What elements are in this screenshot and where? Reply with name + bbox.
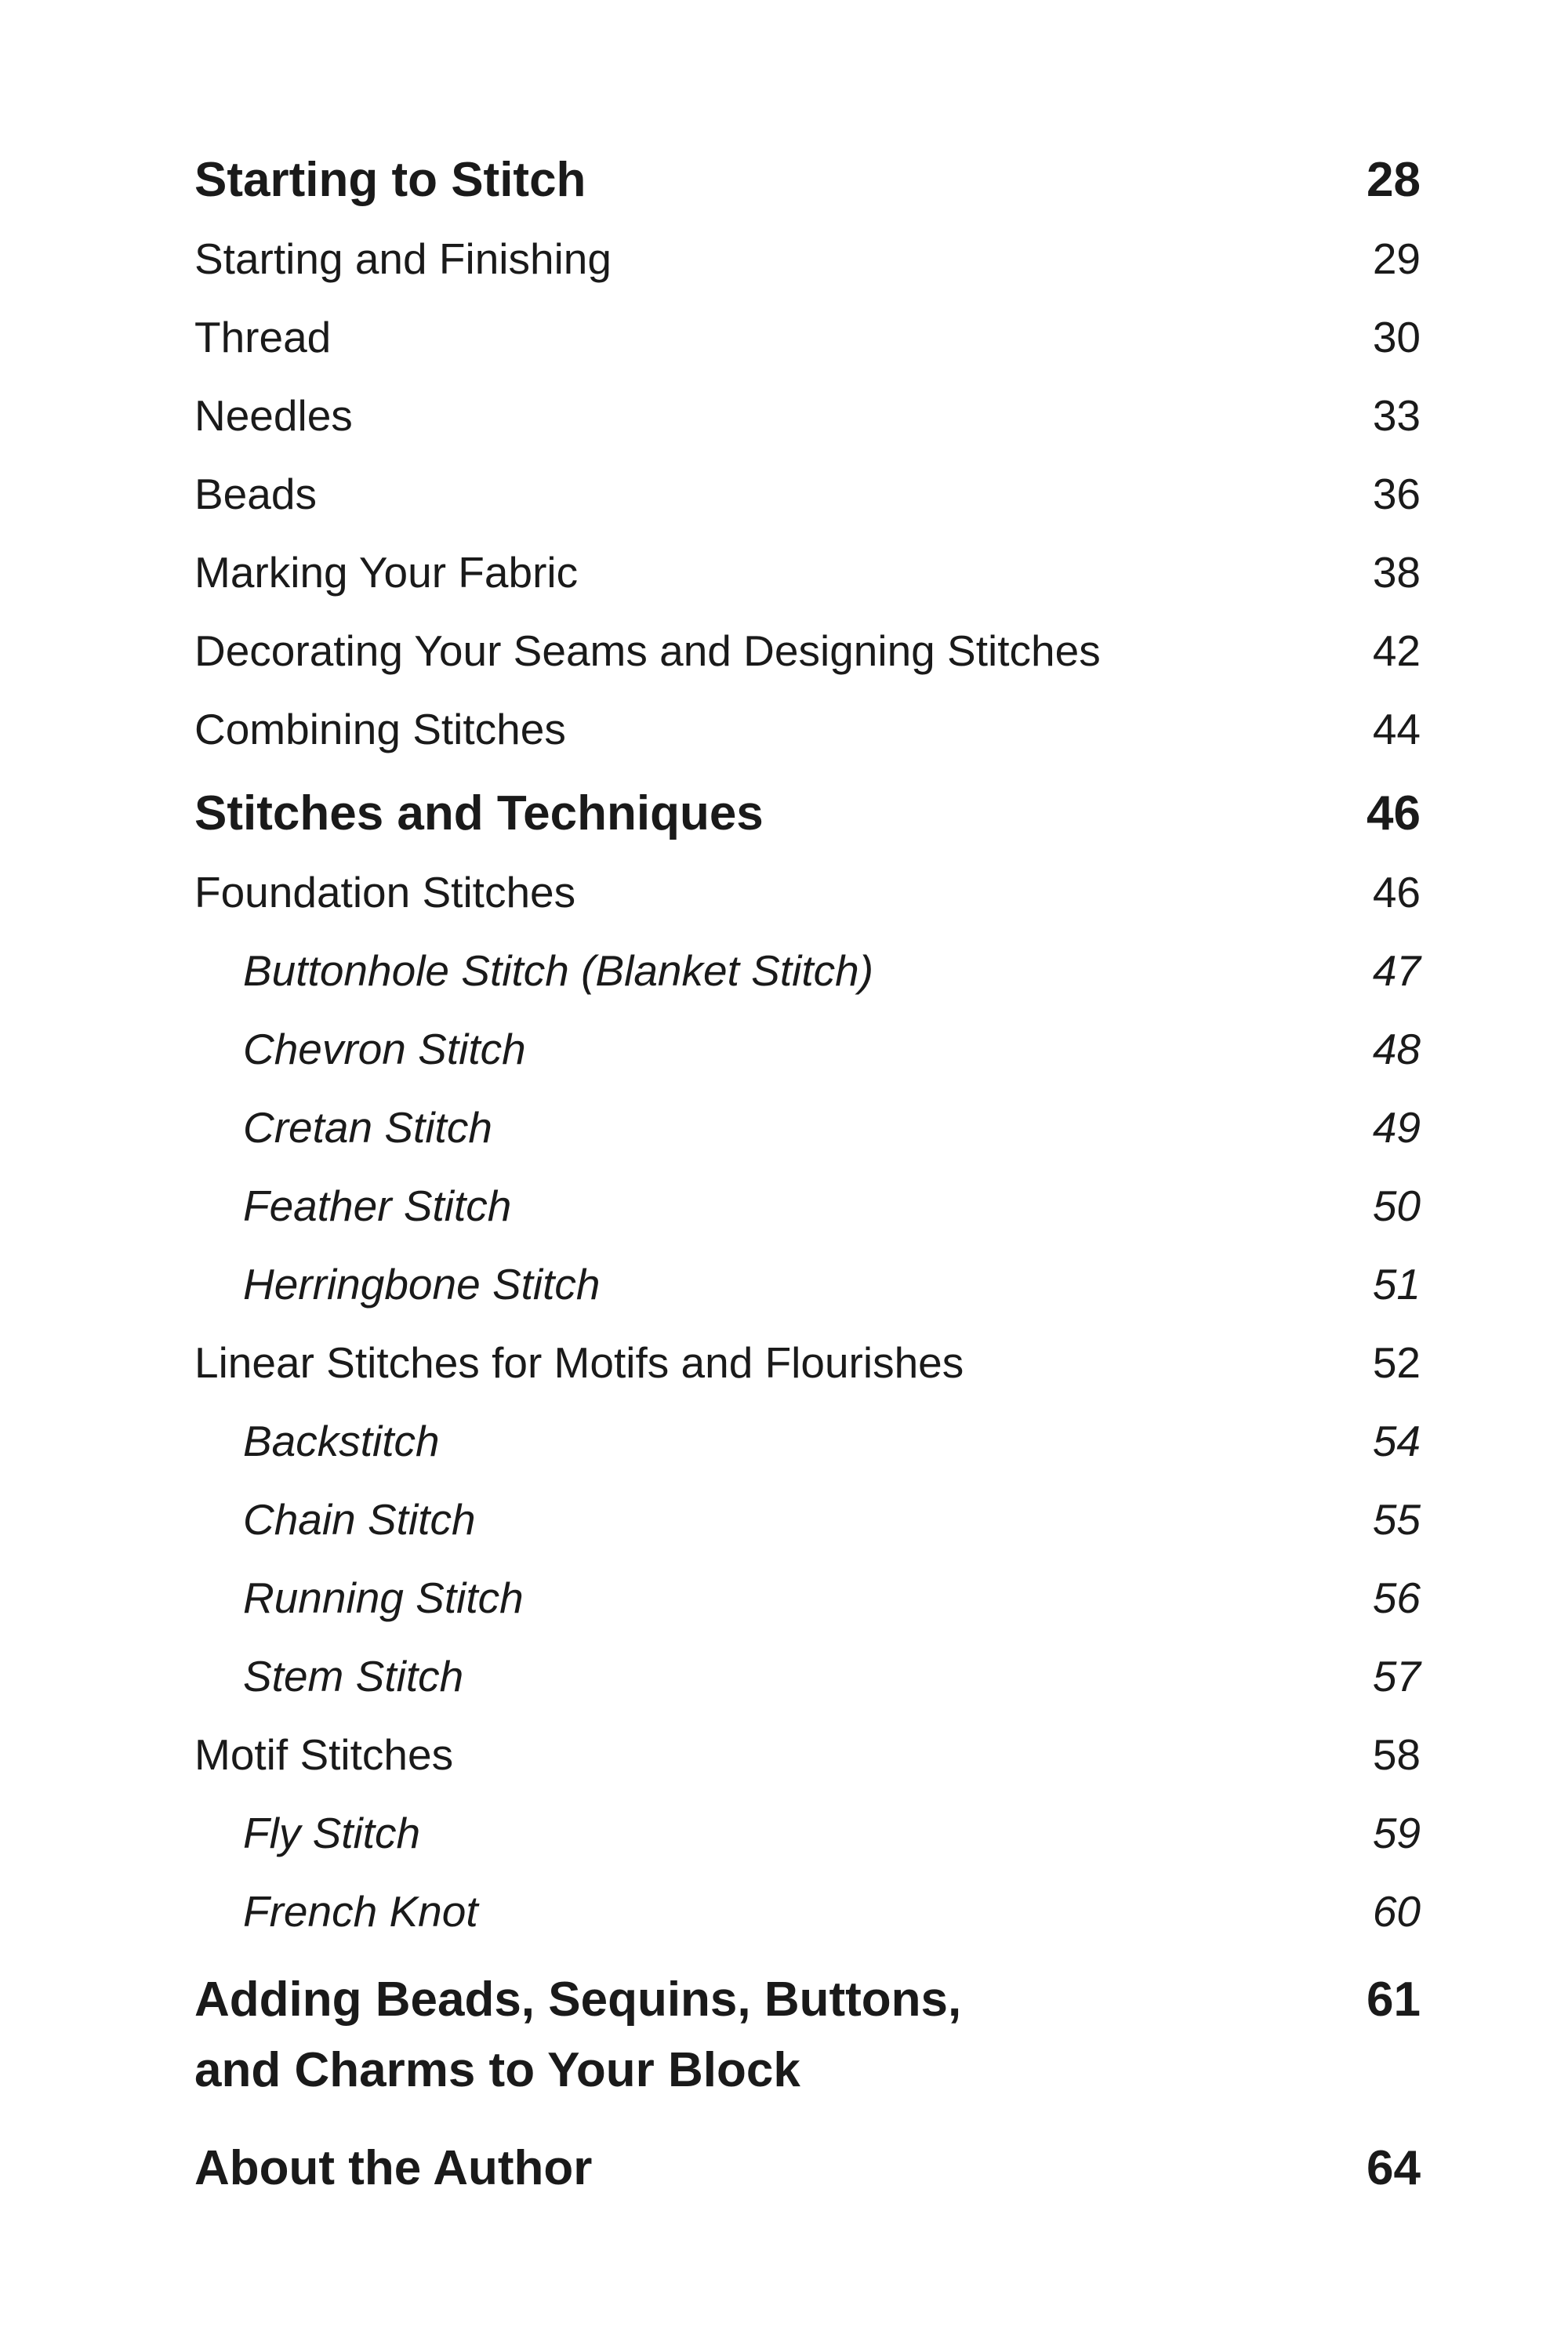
toc-entry-title: Stem Stitch (243, 1652, 464, 1700)
toc-entry (194, 612, 1421, 690)
toc-subentry (194, 1480, 1421, 1559)
toc-entry (194, 220, 1421, 298)
toc-subentry (194, 1637, 1421, 1715)
toc-subentry (194, 1872, 1421, 1951)
toc-subentry (194, 1010, 1421, 1088)
toc-entry-page: 29 (1372, 234, 1421, 283)
toc-entry-page: 49 (1372, 1103, 1421, 1152)
toc-entry (194, 455, 1421, 533)
toc-entry (194, 1323, 1421, 1402)
toc-entry (194, 690, 1421, 768)
toc-entry-page: 50 (1372, 1181, 1421, 1230)
toc-entry-title: Running Stitch (243, 1573, 524, 1622)
toc-entry-title: Combining Stitches (194, 705, 566, 753)
toc-entry-title: Thread (194, 313, 332, 361)
toc-entry-page: 57 (1372, 1652, 1421, 1700)
toc-section-stitches-and-techniques (194, 782, 1421, 845)
toc-entry-title: Chevron Stitch (243, 1025, 526, 1073)
toc-entry-title: Foundation Stitches (194, 868, 576, 916)
toc-entry-page: 28 (1367, 153, 1421, 207)
toc-entry (194, 533, 1421, 612)
toc-entry (194, 376, 1421, 455)
toc-subentry (194, 1559, 1421, 1637)
toc-entry-title: Fly Stitch (243, 1809, 421, 1857)
toc-subentry (194, 931, 1421, 1010)
toc-entry-title: Adding Beads, Sequins, Buttons, and Charms to Your Block (194, 1973, 962, 2097)
toc-entry-title: Feather Stitch (243, 1181, 512, 1230)
toc-entry-page: 60 (1372, 1887, 1421, 1936)
toc-entry-title: Needles (194, 391, 353, 440)
toc-subentry (194, 1088, 1421, 1167)
toc-entry-page: 58 (1372, 1730, 1421, 1779)
toc-entry-title: French Knot (243, 1887, 478, 1936)
toc-entry-page: 55 (1372, 1495, 1421, 1544)
toc-entry-title: Marking Your Fabric (194, 548, 579, 597)
toc-subentry (194, 1794, 1421, 1872)
toc-subentry (194, 1167, 1421, 1245)
toc-entry-title: Herringbone Stitch (243, 1260, 601, 1308)
toc-entry-title: Decorating Your Seams and Designing Stitches (194, 626, 1101, 675)
toc-entry-title: Starting and Finishing (194, 234, 612, 283)
toc-entry-page: 36 (1372, 470, 1421, 518)
toc-entry-page: 56 (1372, 1573, 1421, 1622)
toc-entry-page: 59 (1372, 1809, 1421, 1857)
toc-entry-title: Motif Stitches (194, 1730, 454, 1779)
toc-entry-page: 51 (1372, 1260, 1421, 1308)
toc-entry-title: Starting to Stitch (194, 153, 586, 207)
toc-entry-page: 46 (1367, 786, 1421, 840)
toc-subentry (194, 1245, 1421, 1323)
toc-entry-title: Buttonhole Stitch (Blanket Stitch) (243, 946, 874, 995)
toc-entry-page: 54 (1372, 1417, 1421, 1465)
toc-entry-page: 47 (1372, 946, 1421, 995)
toc-entry-title: Stitches and Techniques (194, 786, 764, 840)
toc-section-about-the-author (194, 2137, 1421, 2200)
table-of-contents (194, 149, 1421, 2200)
toc-entry-page: 52 (1372, 1338, 1421, 1387)
toc-section-starting-to-stitch (194, 149, 1421, 212)
toc-entry-title: Backstitch (243, 1417, 440, 1465)
toc-entry (194, 853, 1421, 931)
toc-entry-page: 42 (1372, 626, 1421, 675)
toc-entry-title: Cretan Stitch (243, 1103, 492, 1152)
toc-entry-page: 33 (1372, 391, 1421, 440)
toc-entry-page: 64 (1367, 2141, 1421, 2195)
toc-entry-title: Beads (194, 470, 317, 518)
toc-entry-title: Chain Stitch (243, 1495, 476, 1544)
toc-section-adding-beads (194, 1965, 1421, 2106)
toc-entry-page: 44 (1372, 705, 1421, 753)
toc-entry-page: 61 (1367, 1973, 1421, 2027)
toc-entry (194, 298, 1421, 376)
toc-entry-page: 46 (1372, 868, 1421, 916)
toc-entry-title: About the Author (194, 2141, 593, 2195)
toc-entry-page: 38 (1372, 548, 1421, 597)
toc-entry (194, 1715, 1421, 1794)
toc-entry-title: Linear Stitches for Motifs and Flourishes (194, 1338, 964, 1387)
toc-subentry (194, 1402, 1421, 1480)
toc-entry-page: 48 (1372, 1025, 1421, 1073)
toc-entry-page: 30 (1372, 313, 1421, 361)
